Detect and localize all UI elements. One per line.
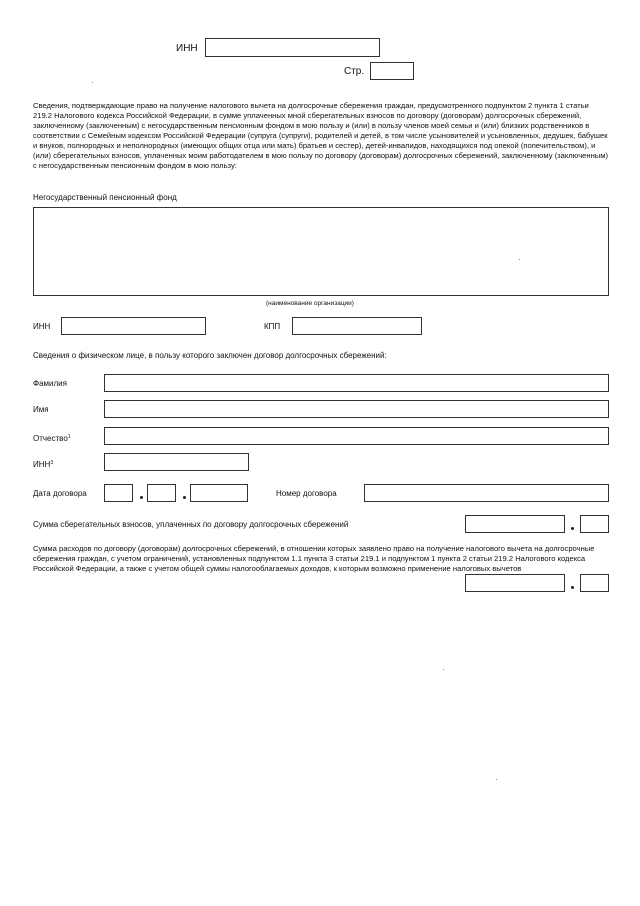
fund-title: Негосударственный пенсионный фонд [33, 193, 177, 202]
decimal-separator-dot [571, 527, 574, 530]
fund-name-field[interactable] [33, 207, 609, 296]
person-inn-footnote-mark: 3 [50, 460, 54, 466]
contract-number-label: Номер договора [276, 489, 337, 498]
contributions-sum-kopecks-field[interactable] [580, 515, 609, 533]
fund-kpp-label: КПП [264, 322, 281, 331]
patronymic-footnote-mark: 1 [67, 434, 71, 440]
person-section-title: Сведения о физическом лице, в пользу которого заключен договор долгосрочных сбережений: [33, 351, 387, 360]
scan-speck [496, 779, 497, 780]
header-inn-label: ИНН [176, 43, 198, 54]
expenses-sum-rubles-field[interactable] [465, 574, 565, 592]
fund-inn-field[interactable] [61, 317, 206, 335]
page-number-field[interactable] [370, 62, 414, 80]
contract-date-label: Дата договора [33, 489, 87, 498]
decimal-separator-dot [571, 586, 574, 589]
contract-date-year-field[interactable] [190, 484, 248, 502]
contract-date-month-field[interactable] [147, 484, 176, 502]
fund-inn-label: ИНН [33, 322, 51, 331]
contract-date-day-field[interactable] [104, 484, 133, 502]
patronymic-field[interactable] [104, 427, 609, 445]
expenses-sum-label: Сумма расходов по договору (договорам) долгосрочных сбережений, в отношении которых заявлено право на получение налогового вычета на долгосрочные сбережения граждан, с учетом ограничений, установленных подпунктом 1.1 пункта 3 статьи 219.1 и подпунктом 1 пункта 2 статьи 219.2 Налогового кодекса Российской Федерации, а также с учетом общей суммы налогооблагаемых доходов, к которым возможно применение налоговых вычетов [33, 544, 595, 573]
name-field[interactable] [104, 400, 609, 418]
person-inn-label [33, 458, 53, 470]
intro-text: Сведения, подтверждающие право на получение налогового вычета на долгосрочные сбережения граждан, предусмотренного подпунктом 2 пункта 1 статьи 219.2 Налогового кодекса Российской Федерации, в сумме уплаченных мной сберегательных взносов по договору (договорам) долгосрочных сбережений, заключенному (заключенным) с негосударственным пенсионным фондом в мою пользу и (или) в пользу членов моей семьи и (или) близких родственников в соответствии с Семейным кодексом Российской Федерации (супруга (супруги), родителей и детей, в том числе усыновителей и усыновленных, дедушек, бабушек и внуков, полнородных и неполнородных (имеющих общих отца или мать) братьев и сестер), детей-инвалидов, находящихся под опекой (попечительством), и (или) сберегательных взносов, уплаченных моим работодателем в мою пользу по договору (договорам) долгосрочных сбережений, заключенному (заключенным) с негосударственным пенсионным фондом в мою пользу: [33, 101, 608, 170]
contract-number-field[interactable] [364, 484, 609, 502]
date-separator-dot [183, 496, 186, 499]
person-inn-field[interactable] [104, 453, 249, 471]
contributions-sum-rubles-field[interactable] [465, 515, 565, 533]
patronymic-label-text: Отчество [33, 434, 68, 443]
date-separator-dot [140, 496, 143, 499]
fund-name-caption: (наименование организации) [266, 300, 354, 307]
scan-speck [519, 259, 520, 260]
fund-kpp-field[interactable] [292, 317, 422, 335]
surname-field[interactable] [104, 374, 609, 392]
page-number-label: Стр. [344, 66, 365, 77]
expenses-sum-kopecks-field[interactable] [580, 574, 609, 592]
contributions-sum-label: Сумма сберегательных взносов, уплаченных по договору долгосрочных сбережений [33, 520, 349, 529]
surname-label: Фамилия [33, 379, 67, 388]
name-label: Имя [33, 405, 49, 414]
person-inn-label-text: ИНН [33, 460, 51, 469]
patronymic-label [33, 432, 71, 444]
scan-speck [443, 669, 444, 670]
header-inn-field[interactable] [205, 38, 380, 57]
scan-speck [92, 82, 93, 83]
